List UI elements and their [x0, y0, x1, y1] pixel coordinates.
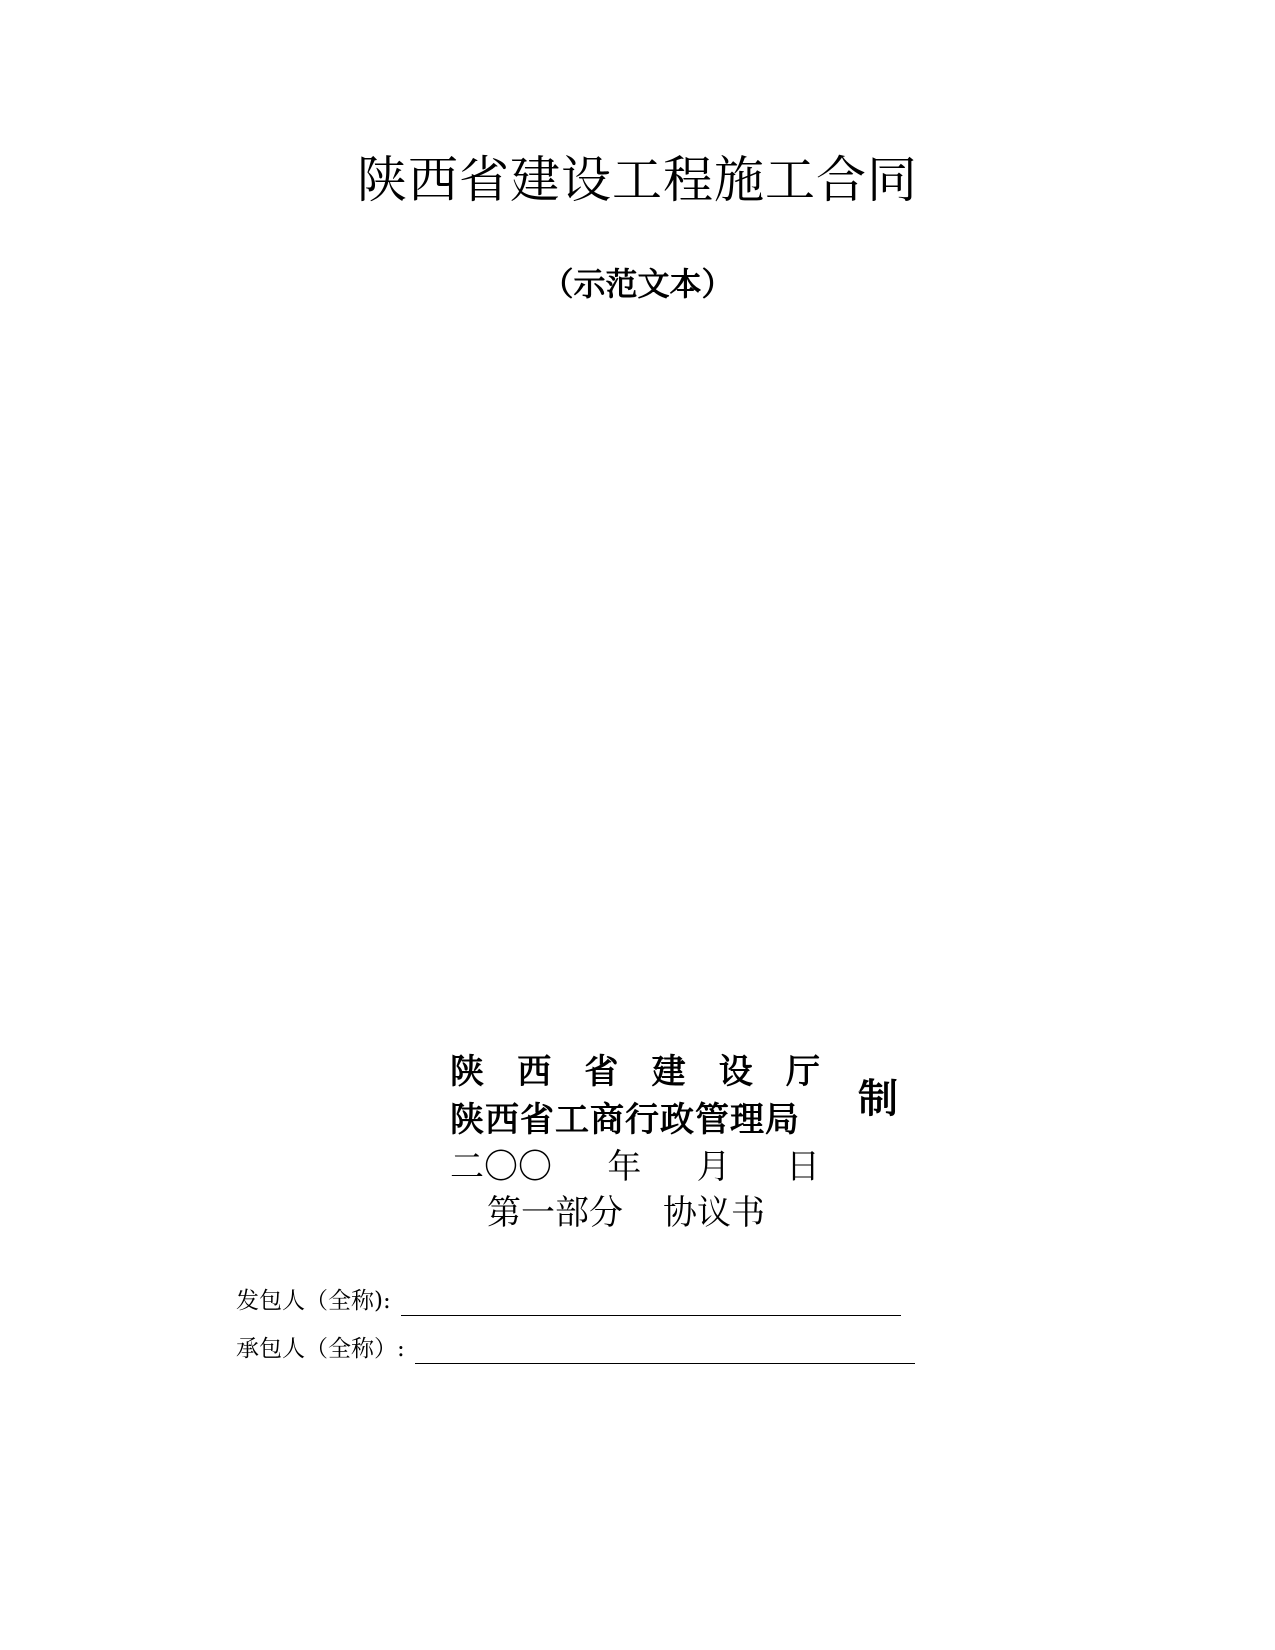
issuer-line-2: 陕西省工商行政管理局	[450, 1100, 800, 1140]
contractor-row	[236, 1336, 915, 1364]
contractor-label: 承包人（全称）:	[236, 1336, 405, 1362]
issuer-line-1-char: 厅	[785, 1052, 820, 1092]
contractor-name-blank[interactable]	[415, 1341, 915, 1364]
part-label: 第一部分	[487, 1193, 623, 1233]
issuer-line-1-char: 陕	[450, 1052, 484, 1092]
issuer-made-label: 制	[858, 1076, 898, 1122]
part-heading	[487, 1193, 765, 1234]
issuer-line-1-char: 建	[651, 1052, 686, 1092]
date-day-label: 日	[785, 1147, 820, 1187]
issuer-line-1-char: 西	[517, 1052, 552, 1092]
issuer-line-1	[450, 1052, 820, 1093]
part-name: 协议书	[663, 1193, 765, 1233]
date-year-label: 年	[607, 1147, 642, 1187]
employer-label: 发包人（全称):	[236, 1288, 391, 1314]
document-subtitle: （示范文本）	[541, 265, 734, 303]
employer-row	[236, 1288, 901, 1316]
date-month-label: 月	[696, 1147, 731, 1187]
document-title: 陕西省建设工程施工合同	[357, 151, 918, 209]
issue-date	[450, 1147, 820, 1188]
issuer-line-1-char: 设	[718, 1052, 753, 1092]
date-year-prefix: 二〇〇	[450, 1147, 552, 1187]
employer-name-blank[interactable]	[401, 1293, 901, 1316]
issuer-line-1-char: 省	[584, 1052, 619, 1092]
